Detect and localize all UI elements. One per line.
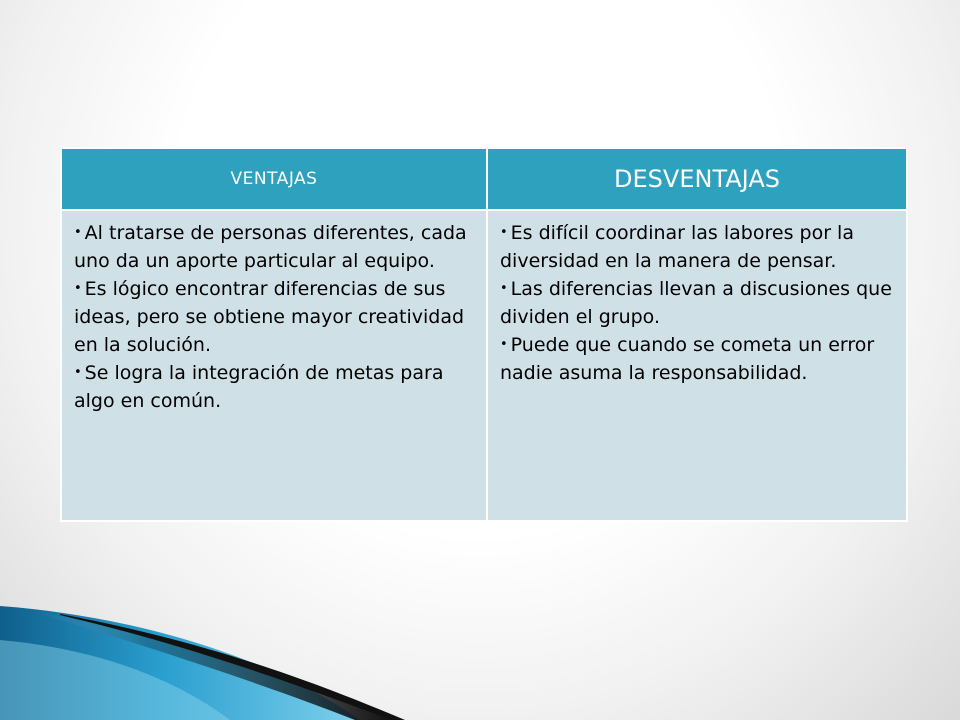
advantages-list xyxy=(74,219,474,415)
disadvantages-cell xyxy=(487,210,907,521)
content-row xyxy=(61,210,907,521)
disadvantage-item xyxy=(500,219,894,275)
disadvantage-text: Las diferencias llevan a discusiones que dividen el grupo. xyxy=(500,278,892,328)
disadvantage-text: Puede que cuando se cometa un error nadie asuma la responsabilidad. xyxy=(500,334,875,384)
advantage-item xyxy=(74,275,474,359)
bullet-icon: • xyxy=(74,281,82,296)
advantage-text: Al tratarse de personas diferentes, cada uno da un aporte particular al equipo. xyxy=(74,222,467,272)
bullet-icon: • xyxy=(74,365,82,380)
advantages-cell xyxy=(61,210,487,521)
bullet-icon: • xyxy=(500,337,508,352)
advantage-text: Se logra la integración de metas para algo en común. xyxy=(74,362,444,412)
bullet-icon: • xyxy=(500,281,508,296)
bullet-icon: • xyxy=(74,225,82,240)
disadvantages-list xyxy=(500,219,894,387)
header-disadvantages: DESVENTAJAS xyxy=(487,148,907,210)
disadvantage-item xyxy=(500,331,894,387)
advantage-text: Es lógico encontrar diferencias de sus ideas, pero se obtiene mayor creatividad en la solución. xyxy=(74,278,465,356)
disadvantage-text: Es difícil coordinar las labores por la diversidad en la manera de pensar. xyxy=(500,222,854,272)
advantage-item xyxy=(74,359,474,415)
disadvantage-item xyxy=(500,275,894,331)
header-row xyxy=(61,148,907,210)
bullet-icon: • xyxy=(500,225,508,240)
advantage-item xyxy=(74,219,474,275)
header-advantages: VENTAJAS xyxy=(61,148,487,210)
comparison-table xyxy=(60,147,908,522)
